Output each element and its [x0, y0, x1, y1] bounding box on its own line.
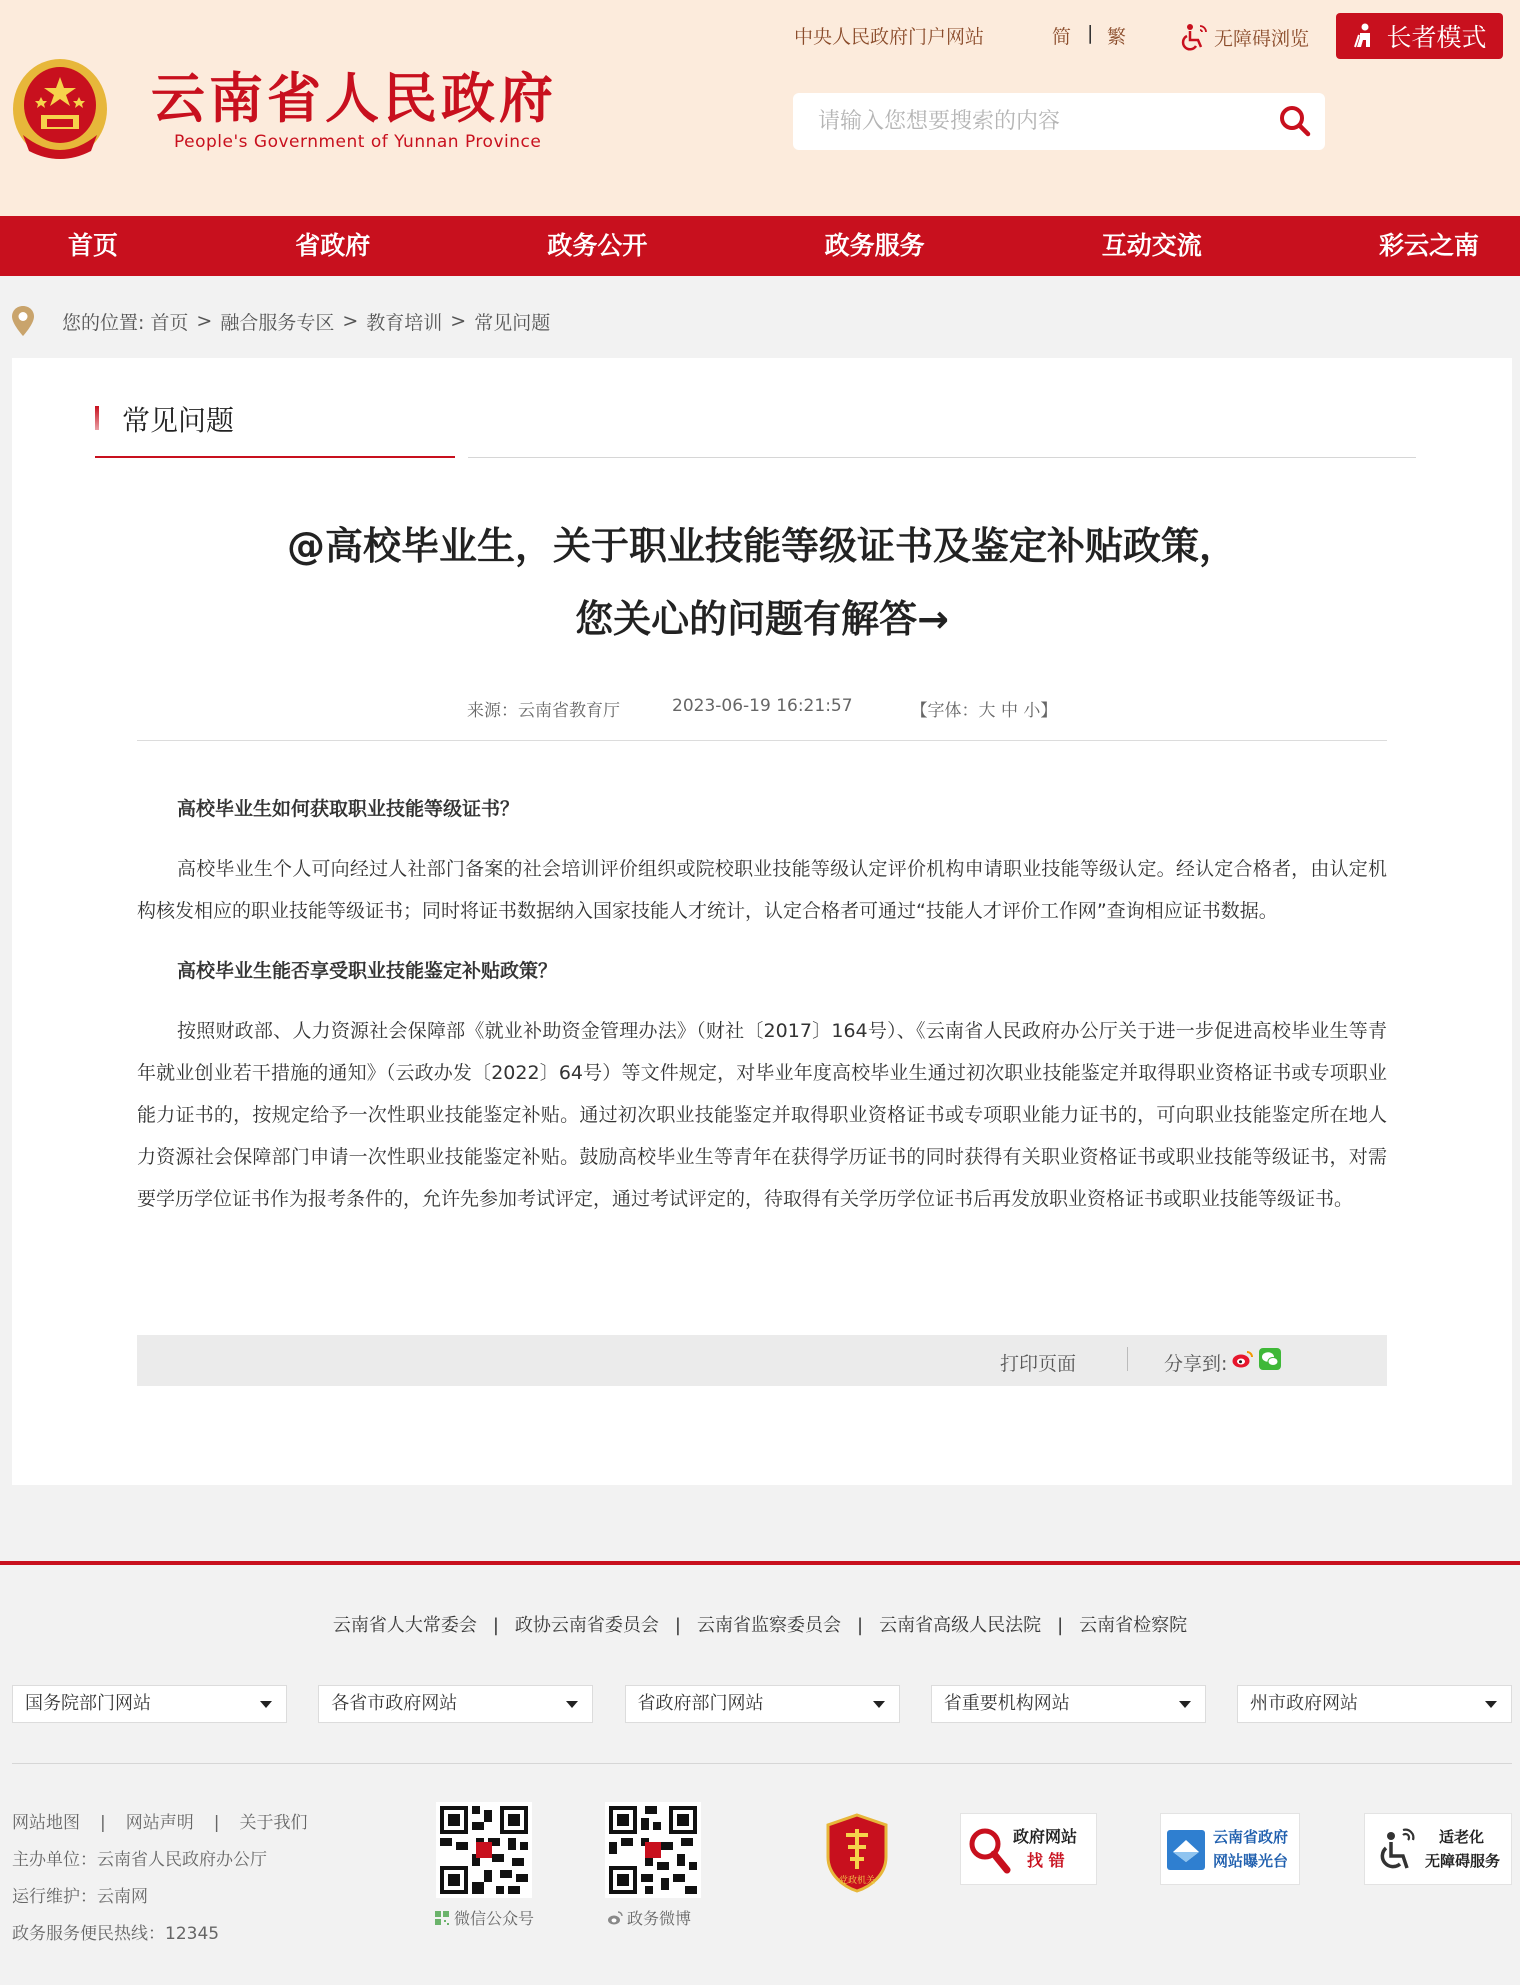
elder-mode-label: 长者模式 — [1386, 23, 1487, 52]
nav-item-interaction[interactable]: 互动交流 — [1101, 231, 1202, 260]
search-icon[interactable] — [1278, 104, 1312, 138]
section-accent-bar — [95, 406, 99, 430]
site-title: 云南省人民政府 — [151, 66, 557, 130]
weibo-icon — [607, 1910, 623, 1926]
nav-item-home[interactable]: 首页 — [68, 231, 119, 260]
answer-2: 按照财政部、人力资源社会保障部《就业补助资金管理办法》（财社〔2017〕164号）、《云南省人民政府办公厅关于进一步促进高校毕业生等青年就业创业若干措施的通知》（云政办发〔2022〕64号）等文件规定，对毕业年度高校毕业生通过初次职业技能鉴定并取得职业资格证书或专项职业能力证书的，按规定给予一次性职业技能鉴定补贴。通过初次职业技能鉴定并取得职业资格证书或专项职业能力证书的，可向职业技能鉴定所在地人力资源社会保障部门申请一次性职业技能鉴定补贴。鼓励高校毕业生等青年在获得学历证书的同时获得有关职业资格证书或职业技能等级证书，对需要学历学位证书作为报考条件的，允许先参加考试评定，通过考试评定的，待取得有关学历学位证书后再发放职业资格证书或职业技能等级证书。 — [137, 1020, 1387, 1210]
accessibility-link[interactable] — [1180, 22, 1309, 52]
breadcrumb-prefix: 您的位置: — [62, 311, 145, 334]
chevron-down-icon — [1179, 1701, 1191, 1708]
gov-portal-link[interactable]: 中央人民政府门户网站 — [794, 26, 985, 48]
chevron-down-icon — [260, 1701, 272, 1708]
meta-divider — [137, 740, 1387, 741]
site-selectors — [12, 1685, 1512, 1723]
weibo-share-icon[interactable] — [1232, 1349, 1254, 1369]
elder-badge-line1: 适老化 — [1439, 1828, 1485, 1846]
action-separator — [1127, 1347, 1128, 1371]
footer-operator: 运行维护：云南网 — [12, 1887, 148, 1907]
article-card — [12, 358, 1512, 1485]
lang-traditional-link[interactable]: 繁 — [1107, 26, 1127, 48]
select-state-council-sites[interactable] — [12, 1685, 287, 1723]
breadcrumb-item-service-zone[interactable]: 融合服务专区 — [220, 311, 335, 334]
footer-link-supervision[interactable]: 云南省监察委员会 — [697, 1615, 841, 1636]
nav-item-gov-services[interactable]: 政务服务 — [824, 231, 925, 260]
exposure-badge-line2: 网站曝光台 — [1213, 1852, 1289, 1870]
footer-divider — [12, 1763, 1512, 1764]
lang-simplified-link[interactable]: 简 — [1052, 26, 1072, 48]
font-size-switcher[interactable]: 【字体：大 中 小】 — [910, 701, 1058, 721]
footer-sponsor: 主办单位：云南省人民政府办公厅 — [12, 1850, 267, 1870]
select-prefecture-sites[interactable] — [1237, 1685, 1512, 1723]
select-value: 国务院部门网站 — [25, 1693, 151, 1714]
select-value: 州市政府网站 — [1250, 1693, 1358, 1714]
magnifier-icon — [967, 1824, 1011, 1874]
question-2: 高校毕业生能否享受职业技能鉴定补贴政策？ — [177, 960, 558, 982]
error-badge-line2: 找 错 — [1027, 1851, 1065, 1870]
footer-hotline: 政务服务便民热线：12345 — [12, 1924, 220, 1944]
site-header — [0, 0, 1520, 216]
elder-mode-button[interactable] — [1336, 13, 1503, 59]
accessibility-label: 无障碍浏览 — [1214, 27, 1310, 50]
breadcrumb — [12, 306, 550, 336]
weibo-qr-label — [607, 1906, 691, 1929]
article-title-line2: 您关心的问题有解答→ — [575, 597, 949, 641]
nav-item-provincial-gov[interactable]: 省政府 — [295, 231, 371, 260]
footer-sitemap-link[interactable]: 网站地图 — [12, 1813, 80, 1833]
lang-separator: | — [1087, 22, 1094, 44]
breadcrumb-item-home[interactable]: 首页 — [150, 311, 189, 334]
breadcrumb-item-education[interactable]: 教育培训 — [366, 311, 443, 334]
section-underline-active — [95, 456, 455, 458]
elder-person-icon — [1352, 23, 1376, 49]
nav-item-gov-affairs-open[interactable]: 政务公开 — [547, 231, 648, 260]
weibo-qr-label-text: 政务微博 — [627, 1909, 692, 1928]
footer-link-cppcc[interactable]: 政协云南省委员会 — [514, 1615, 659, 1636]
print-page-link[interactable]: 打印页面 — [1000, 1353, 1077, 1375]
wechat-qr-label — [434, 1906, 534, 1929]
wechat-qr-label-text: 微信公众号 — [454, 1909, 535, 1928]
wheelchair-icon — [1180, 22, 1210, 52]
answer-1: 高校毕业生个人可向经过人社部门备案的社会培训评价组织或院校职业技能等级认定评价机构申请职业技能等级认定。经认定合格者，由认定机构核发相应的职业技能等级证书；同时将证书数据纳入国家技能人才统计，认定合格者可通过“技能人才评价工作网”查询相应证书数据。 — [137, 858, 1387, 922]
wechat-qr-code — [436, 1802, 532, 1898]
select-value: 省政府部门网站 — [637, 1693, 764, 1714]
article-meta — [467, 696, 1057, 721]
national-emblem-icon — [11, 55, 109, 163]
gov-site-error-badge[interactable] — [960, 1813, 1097, 1885]
section-underline — [468, 457, 1416, 458]
footer-links: 云南省人大常委会 | 政协云南省委员会 | 云南省监察委员会 | 云南省高级人民法院 | 云南省检察院 — [332, 1615, 1188, 1636]
article-source: 来源：云南省教育厅 — [467, 701, 620, 721]
question-1: 高校毕业生如何获取职业技能等级证书？ — [177, 798, 520, 820]
site-footer — [0, 1561, 1520, 1985]
location-pin-icon — [12, 306, 34, 336]
select-provincial-sites[interactable] — [318, 1685, 593, 1723]
main-nav — [0, 216, 1520, 276]
breadcrumb-separator: > — [196, 310, 213, 332]
footer-info: 网站地图 | 网站声明 | 关于我们 主办单位：云南省人民政府办公厅 运行维护：云南网 政务服务便民热线：12345 — [12, 1805, 307, 1953]
footer-statement-link[interactable]: 网站声明 — [125, 1813, 194, 1833]
qr-code-icon — [434, 1910, 450, 1926]
wheelchair-icon — [1375, 1826, 1419, 1874]
breadcrumb-separator: > — [342, 310, 359, 332]
search-input[interactable] — [793, 93, 1253, 150]
share-label: 分享到: — [1164, 1353, 1228, 1375]
party-gov-badge-icon[interactable] — [824, 1813, 890, 1893]
party-badge-text: 党政机关 — [838, 1876, 876, 1886]
footer-about-link[interactable]: 关于我们 — [239, 1813, 308, 1833]
footer-link-high-court[interactable]: 云南省高级人民法院 — [879, 1615, 1042, 1636]
select-value: 省重要机构网站 — [943, 1693, 1070, 1714]
article-title-line1: @高校毕业生，关于职业技能等级证书及鉴定补贴政策， — [286, 524, 1237, 568]
chevron-down-icon — [1485, 1701, 1497, 1708]
elder-friendly-badge[interactable] — [1364, 1813, 1512, 1885]
footer-link-procuratorate[interactable]: 云南省检察院 — [1079, 1615, 1188, 1636]
exposure-logo-icon — [1167, 1830, 1205, 1870]
nav-item-colorful-yunnan[interactable]: 彩云之南 — [1378, 231, 1479, 260]
chevron-down-icon — [566, 1701, 578, 1708]
wechat-share-icon[interactable] — [1259, 1348, 1281, 1370]
article-action-bar — [137, 1335, 1387, 1386]
exposure-platform-badge[interactable] — [1160, 1813, 1300, 1885]
select-department-sites[interactable] — [625, 1685, 900, 1723]
chevron-down-icon — [873, 1701, 885, 1708]
search-box — [793, 93, 1325, 150]
exposure-badge-line1: 云南省政府 — [1213, 1828, 1289, 1846]
select-key-institution-sites[interactable] — [931, 1685, 1206, 1723]
error-badge-line1: 政府网站 — [1013, 1827, 1078, 1846]
section-title: 常见问题 — [122, 404, 235, 437]
article-title — [112, 510, 1412, 656]
site-subtitle: People's Government of Yunnan Province — [174, 132, 542, 152]
article-body — [137, 788, 1387, 1238]
elder-badge-line2: 无障碍服务 — [1425, 1852, 1501, 1870]
breadcrumb-item-faq[interactable]: 常见问题 — [474, 311, 551, 334]
article-date: 2023-06-19 16:21:57 — [672, 696, 853, 716]
breadcrumb-separator: > — [450, 310, 467, 332]
weibo-qr-code — [605, 1802, 701, 1898]
footer-link-npc[interactable]: 云南省人大常委会 — [332, 1615, 477, 1636]
select-value: 各省市政府网站 — [331, 1693, 458, 1714]
